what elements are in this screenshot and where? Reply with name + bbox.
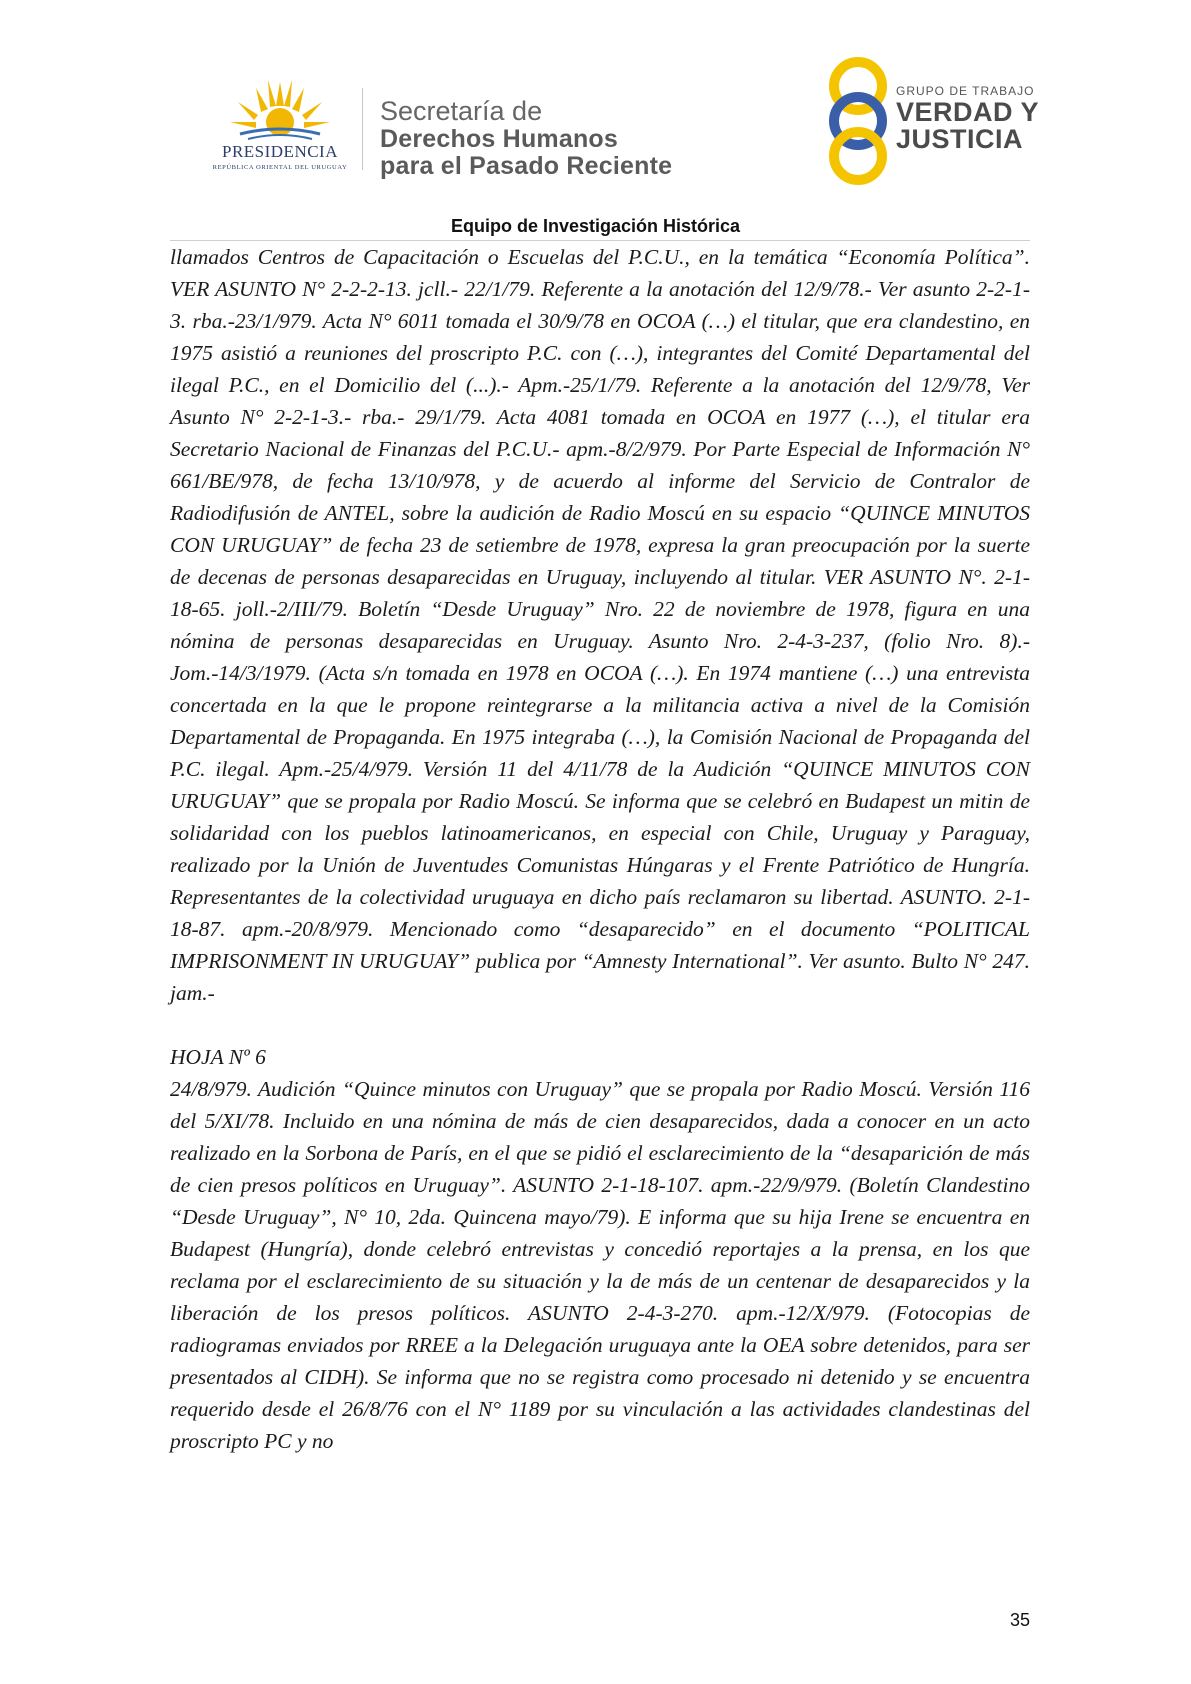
grupo-line-2: JUSTICIA (896, 124, 1024, 154)
secretaria-title (380, 96, 672, 180)
body-paragraph-2: 24/8/979. Audición “Quince minutos con Uruguay” que se propala por Radio Moscú. Versión 116 del 5/XI/78. Incluido en una nómina de más de cien desaparecidos, dada a conocer en un acto realizado en la Sorbona de París, en el que se pidió el esclarecimiento de la “desaparición de más de cien presos políticos en Uruguay”. ASUNTO 2-1-18-107. apm.-22/9/979. (Boletín Clandestino “Desde Uruguay”, N° 10, 2da. Quincena mayo/79). E informa que su hija Irene se encuentra en Budapest (Hungría), donde celebró entrevistas y concedió reportajes a la prensa, en los que reclama por el esclarecimiento de su situación y la de más de un centenar de desaparecidos y la liberación de los presos políticos. ASUNTO 2-4-3-270. apm.-12/X/979. (Fotocopias de radiogramas enviados por RREE a la Delegación uruguaya ante la OEA sobre detenidos, para ser presentados al CIDH). Se informa que no se registra como procesado ni detenido y se encuentra requerido desde el 26/8/76 con el N° 1189 por su vinculación a las actividades clandestinas del proscripto PC y no (170, 1077, 1030, 1453)
secretaria-line-1: Secretaría de (380, 96, 543, 126)
secretaria-line-2: Derechos Humanos (380, 125, 618, 153)
paragraph-gap (170, 1009, 1030, 1041)
hoja-heading: HOJA Nº 6 (170, 1045, 266, 1069)
grupo-line-1: VERDAD Y (896, 97, 1040, 127)
page-header (0, 0, 1191, 210)
verdad-justicia-logo (818, 56, 1058, 186)
body-paragraph-1: llamados Centros de Capacitación o Escuelas del P.C.U., en la temática “Economía Política”. VER ASUNTO N° 2-2-2-13. jcll.- 22/1/79. Referente a la anotación del 12/9/78.- Ver asunto 2-2-1-3. rba.-23/1/979. Acta N° 6011 tomada el 30/9/78 en OCOA (…) el titular, que era clandestino, en 1975 asistió a reuniones del proscripto P.C. con (…), integrantes del Comité Departamental del ilegal P.C., en el Domicilio del (...).- Apm.-25/1/79. Referente a la anotación del 12/9/78, Ver Asunto N° 2-2-1-3.- rba.- 29/1/79. Acta 4081 tomada en OCOA en 1977 (…), el titular era Secretario Nacional de Finanzas del P.C.U.- apm.-8/2/979. Por Parte Especial de Información N° 661/BE/978, de fecha 13/10/978, y de acuerdo al informe del Servicio de Contralor de Radiodifusión de ANTEL, sobre la audición de Radio Moscú en su espacio “QUINCE MINUTOS CON URUGUAY” de fecha 23 de setiembre de 1978, expresa la gran preocupación por la suerte de decenas de personas desaparecidas en Uruguay, incluyendo al titular. VER ASUNTO N°. 2-1-18-65. joll.-2/III/79. Boletín “Desde Uruguay” Nro. 22 de noviembre de 1978, figura en una nómina de personas desaparecidas en Uruguay. Asunto Nro. 2-4-3-237, (folio Nro. 8).- Jom.-14/3/1979. (Acta s/n tomada en 1978 en OCOA (…). En 1974 mantiene (…) una entrevista concertada en la que le propone reintegrarse a la militancia activa a nivel de la Comisión Departamental de Propaganda. En 1975 integraba (…), la Comisión Nacional de Propaganda del P.C. ilegal. Apm.-25/4/979. Versión 11 del 4/11/78 de la Audición “QUINCE MINUTOS CON URUGUAY” que se propala por Radio Moscú. Se informa que se celebró en Budapest un mitin de solidaridad con los pueblos latinoamericanos, en especial con Chile, Uruguay y Paraguay, realizado por la Unión de Juventudes Comunistas Húngaras y el Frente Patriótico de Hungría. Representantes de la colectividad uruguaya en dicho país reclamaron su libertad. ASUNTO. 2-1-18-87. apm.-20/8/979. Mencionado como “desaparecido” en el documento “POLITICAL IMPRISONMENT IN URUGUAY” publica por “Amnesty International”. Ver asunto. Bulto N° 247. jam.- (170, 245, 1030, 1005)
presidencia-name: PRESIDENCIA (221, 142, 338, 161)
team-title: Equipo de Investigación Histórica (450, 216, 741, 236)
header-divider (362, 88, 363, 170)
presidencia-logo (200, 78, 360, 178)
grupo-text (896, 84, 1039, 153)
grupo-small-label: GRUPO DE TRABAJO (896, 84, 1035, 98)
page-number: 35 (1009, 1610, 1030, 1630)
secretaria-line-3: para el Pasado Reciente (380, 152, 673, 180)
presidencia-subtitle: REPÚBLICA ORIENTAL DEL URUGUAY (212, 164, 348, 171)
document-body (170, 241, 1030, 1457)
linked-rings-icon (818, 56, 898, 186)
sun-emblem-icon (200, 78, 360, 142)
